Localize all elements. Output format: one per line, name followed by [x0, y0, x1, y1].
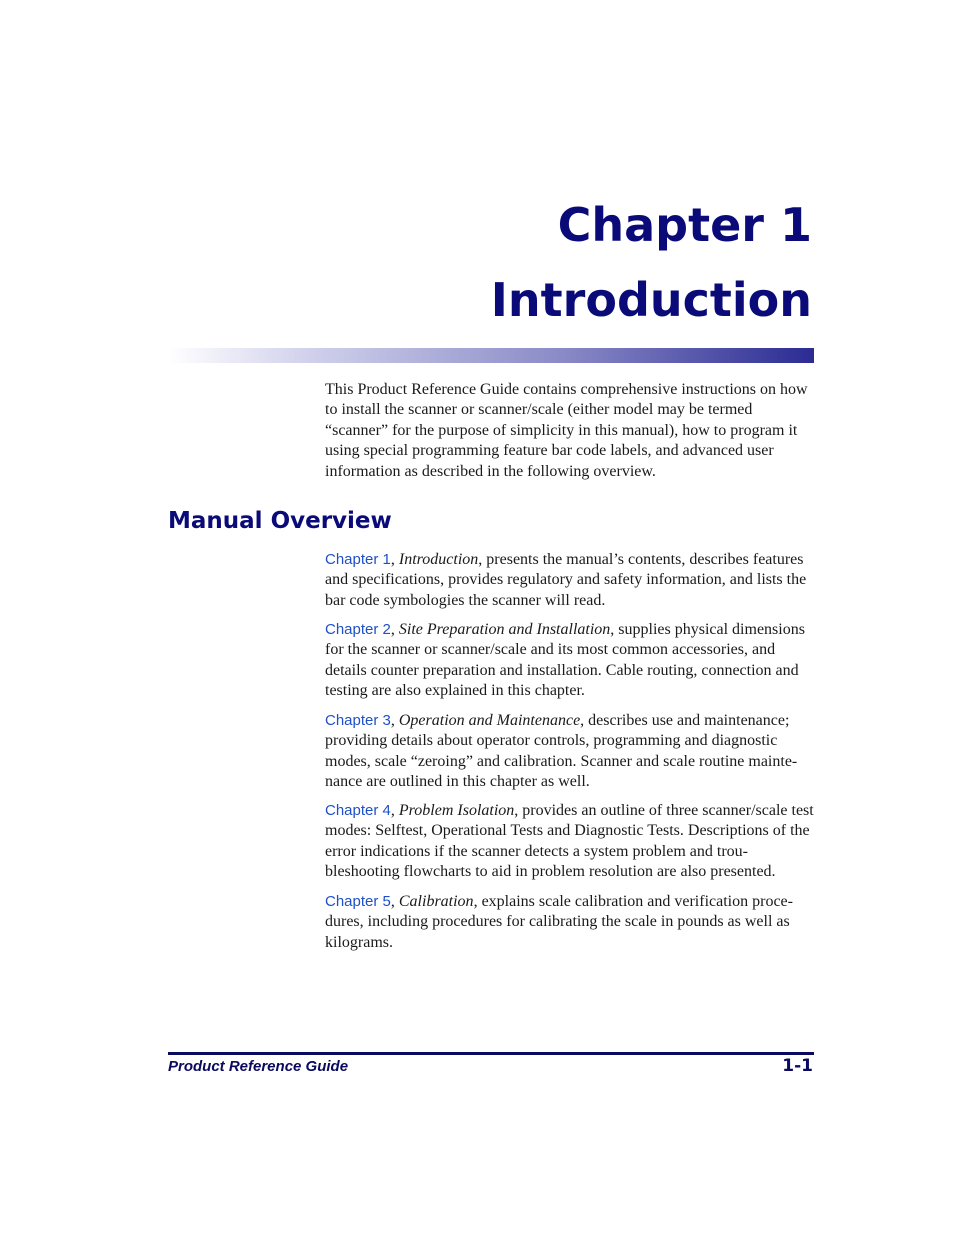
chapter-4-name: Problem Isolation — [398, 802, 515, 819]
chapter-1-name: Introduction — [398, 551, 479, 568]
chapter-3-link[interactable]: Chapter 3 — [325, 712, 391, 729]
chapter-5-link[interactable]: Chapter 5 — [325, 893, 391, 910]
chapter-5-name: Calibration — [398, 893, 474, 910]
manual-overview-heading: Manual Overview — [168, 508, 392, 534]
footer-rule — [168, 1052, 814, 1055]
chapter-4-description: , provides an outline of three scanner/scale test modes: Selftest, Operational Tests and Diagnostic Tests. Descriptions of the error indications if the scanner detects a system problem and trou-bleshooting flowcharts to aid in problem resolution are also presented. — [325, 802, 814, 881]
chapter-5-description: , explains scale calibration and verification proce-dures, including procedures for calibrating the scale in pounds as well as kilograms. — [325, 893, 793, 951]
overview-item-chapter-1 — [325, 550, 814, 611]
chapter-4-link[interactable]: Chapter 4 — [325, 802, 391, 819]
intro-paragraph: This Product Reference Guide contains comprehensive instructions on how to install the scanner or scanner/scale (either model may be termed “scanner” for the purpose of simplicity in this manual), how to program it using special programming feature bar code labels, and advanced user information as described in the following overview. — [325, 381, 808, 480]
separator: , — [390, 893, 399, 910]
chapter-2-description: , supplies physical dimensions for the scanner or scanner/scale and its most common accessories, and details counter preparation and installation. Cable routing, connection and testing are also explained in this chapter. — [325, 621, 805, 700]
chapter-title-heading: Introduction — [490, 273, 812, 327]
chapter-2-name: Site Preparation and Installation — [398, 621, 611, 638]
chapter-3-name: Operation and Maintenance — [398, 712, 581, 729]
overview-item-chapter-3 — [325, 711, 814, 793]
chapter-1-link[interactable]: Chapter 1 — [325, 551, 391, 568]
separator: , — [390, 712, 399, 729]
overview-item-chapter-5 — [325, 892, 814, 953]
chapter-2-link[interactable]: Chapter 2 — [325, 621, 391, 638]
separator: , — [390, 551, 399, 568]
overview-item-chapter-4 — [325, 801, 814, 883]
separator: , — [390, 802, 399, 819]
title-gradient-rule — [168, 348, 814, 363]
overview-item-chapter-2 — [325, 620, 814, 702]
chapter-3-description: , describes use and maintenance; providing details about operator controls, programming and diagnostic modes, scale “zeroing” and calibration. Scanner and scale routine mainte-nance are outlined in this chapter as well. — [325, 712, 798, 791]
footer-guide-title: Product Reference Guide — [168, 1058, 349, 1075]
footer-page-number: 1-1 — [782, 1056, 813, 1076]
chapter-1-description: , presents the manual’s contents, describes features and specifications, provides regulatory and safety information, and lists the bar code symbologies the scanner will read. — [325, 551, 807, 609]
separator: , — [390, 621, 399, 638]
chapter-number-heading: Chapter 1 — [557, 198, 812, 252]
